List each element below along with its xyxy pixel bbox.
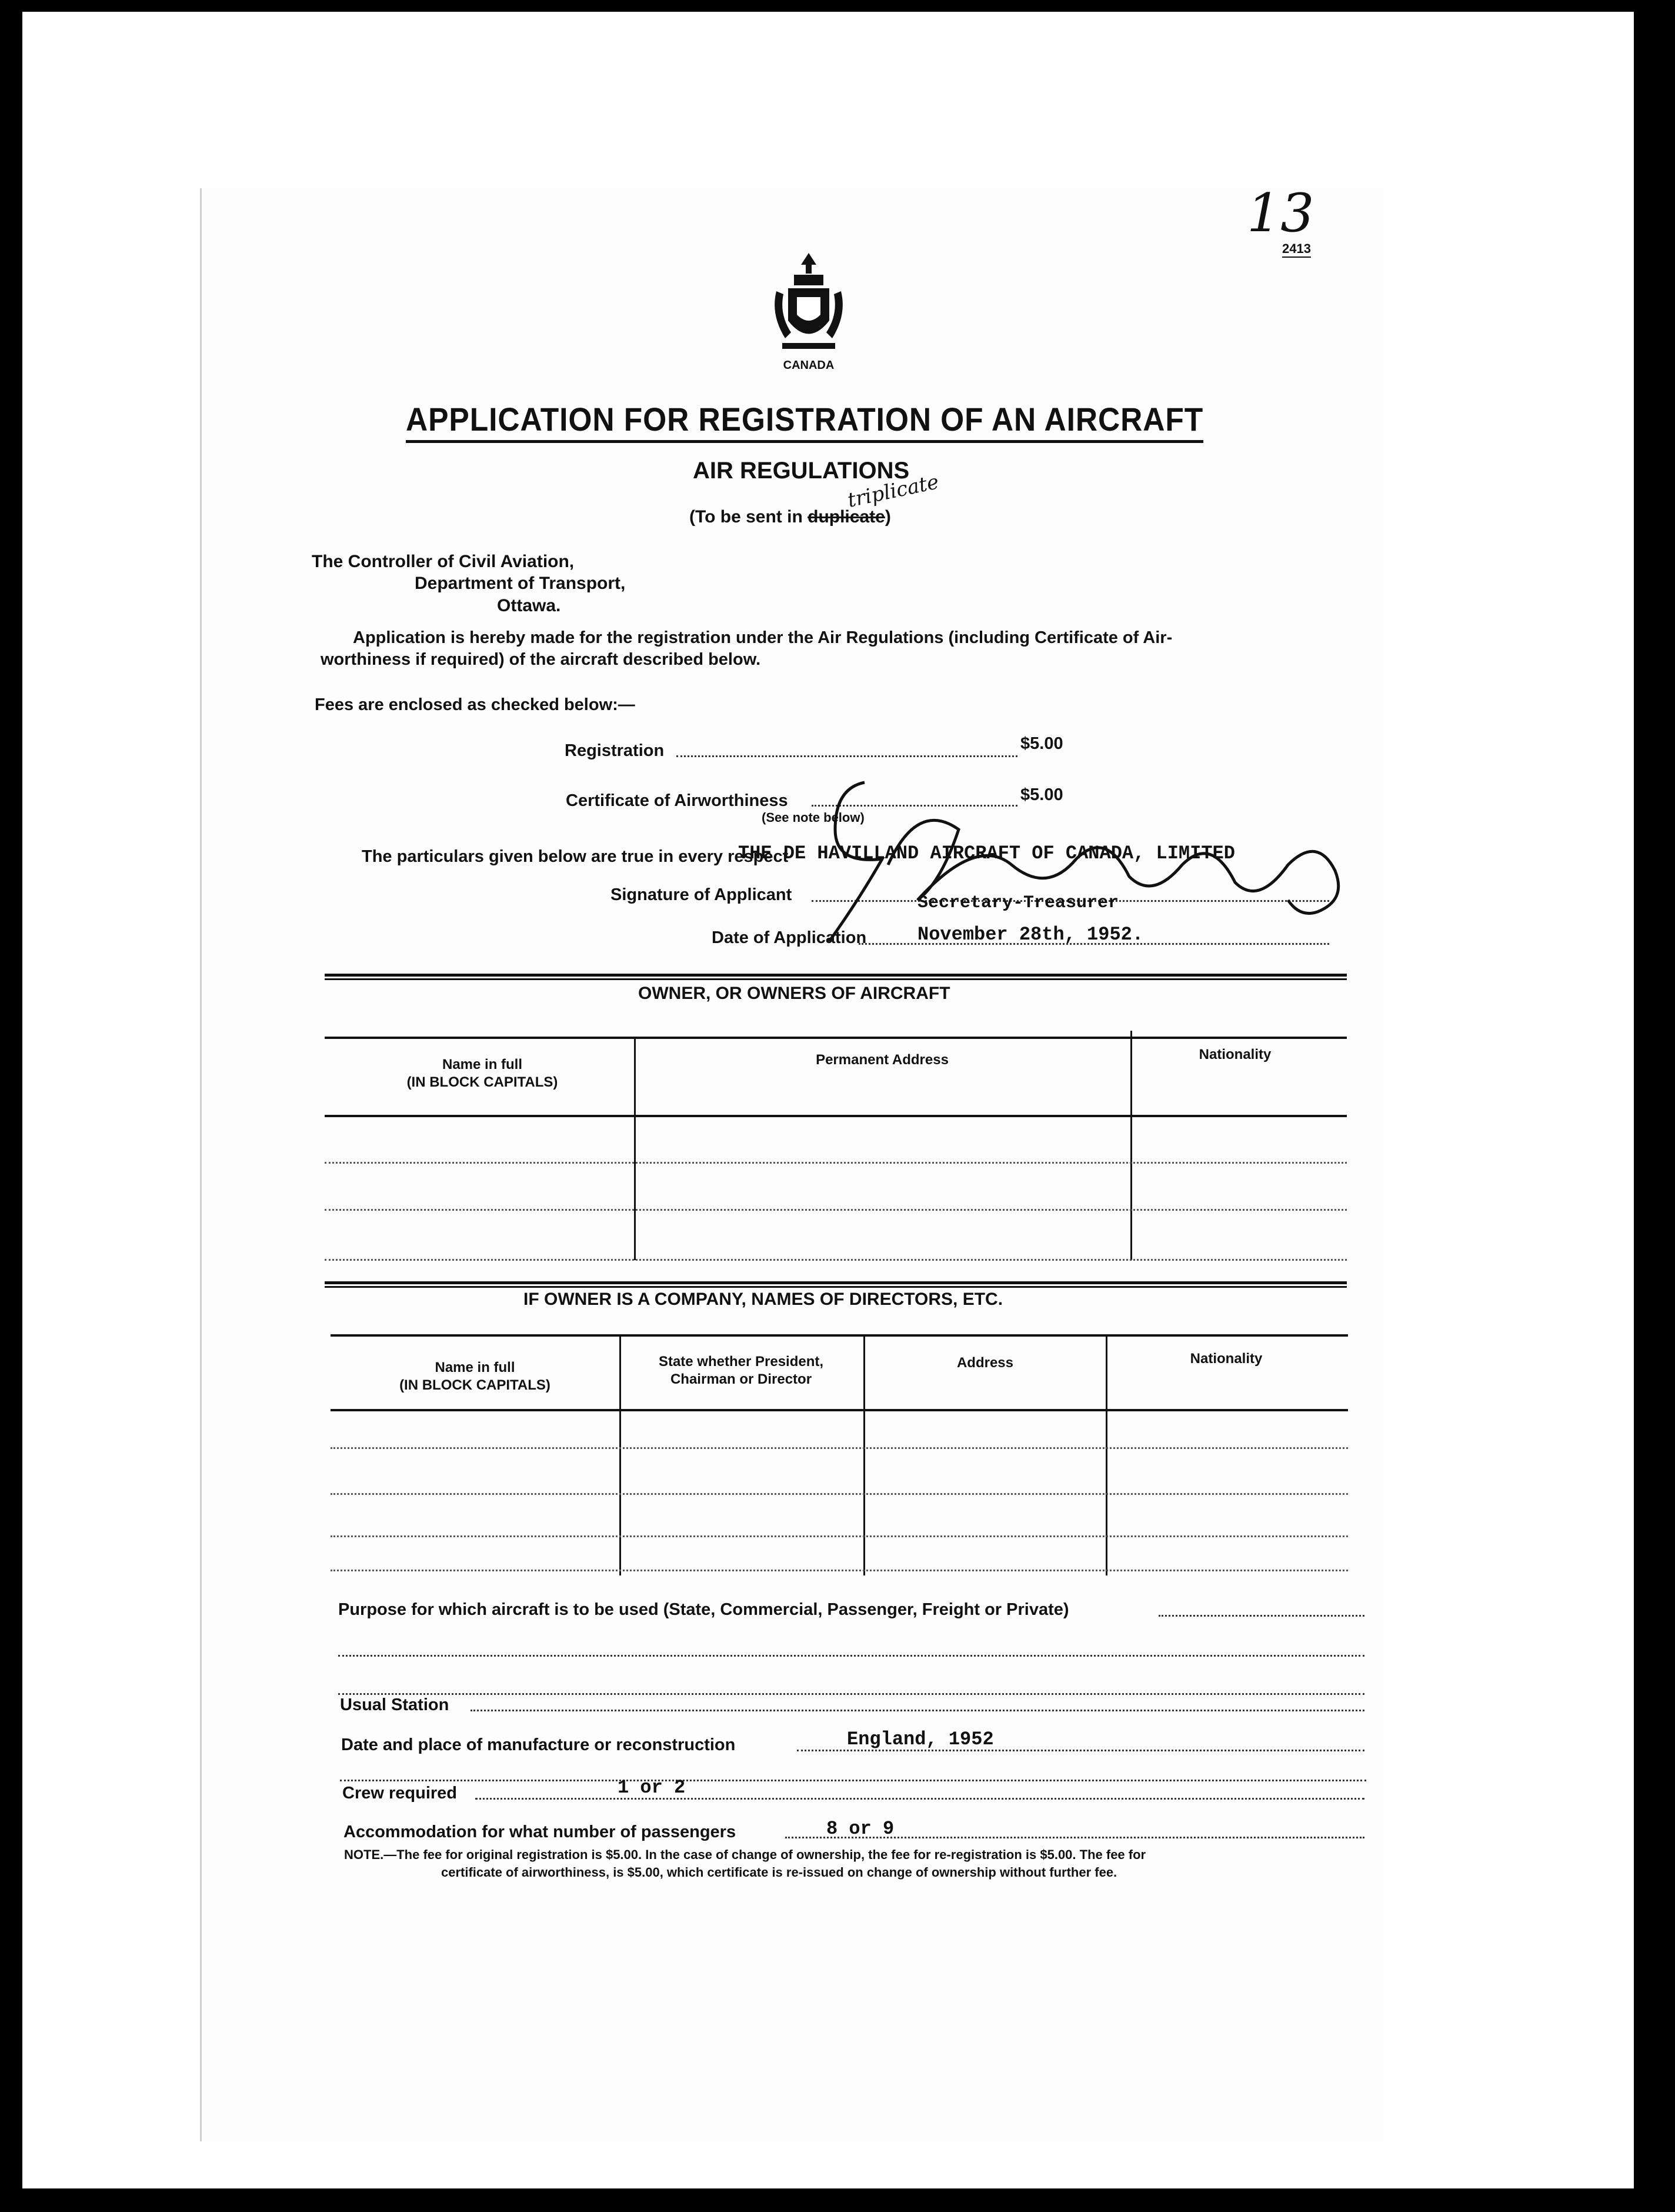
directors-header-rule <box>331 1334 1348 1337</box>
owners-divider-1 <box>634 1037 636 1260</box>
directors-row-line <box>331 1570 1348 1571</box>
form-subtitle: AIR REGULATIONS <box>693 458 910 484</box>
addressee-line-2: Department of Transport, <box>415 574 626 593</box>
directors-col-state <box>620 1353 862 1388</box>
owners-row-line <box>325 1259 1347 1261</box>
directors-heading: IF OWNER IS A COMPANY, NAMES OF DIRECTORS, ETC. <box>523 1290 1003 1309</box>
form-number: 2413 <box>1282 241 1311 258</box>
manufacture-label: Date and place of manufacture or reconstruction <box>341 1735 736 1754</box>
particulars-statement: The particulars given below are true in every respect <box>362 847 789 866</box>
footnote-line-2: certificate of airworthiness, is $5.00, which certificate is re-issued on change of ownership without further fee. <box>441 1865 1117 1880</box>
send-instruction <box>689 507 891 527</box>
crew-leader <box>475 1798 1364 1800</box>
canada-crest-icon <box>770 250 847 356</box>
purpose-label: Purpose for which aircraft is to be used (State, Commercial, Passenger, Freight or Private) <box>338 1600 1069 1619</box>
crew-value: 1 or 2 <box>618 1777 686 1798</box>
airworthiness-amount: $5.00 <box>1020 785 1063 804</box>
instruction-struck: duplicate <box>808 507 885 527</box>
page-number-handwritten: 13 <box>1247 182 1314 244</box>
directors-rule-top-1 <box>325 1281 1347 1284</box>
directors-col-nationality: Nationality <box>1190 1351 1263 1367</box>
airworthiness-note: (See note below) <box>762 810 865 825</box>
passengers-label: Accommodation for what number of passengers <box>343 1823 736 1841</box>
directors-subheader-rule <box>331 1409 1348 1411</box>
fees-intro: Fees are enclosed as checked below:— <box>315 695 635 714</box>
registration-leader <box>676 755 1017 757</box>
directors-row-line <box>331 1493 1348 1495</box>
purpose-line-2 <box>338 1655 1364 1657</box>
owners-col-name-line1: Name in full <box>442 1057 523 1072</box>
registration-amount: $5.00 <box>1020 734 1063 753</box>
directors-col-state-line1: State whether President, <box>658 1354 824 1370</box>
directors-col-name-line2: (IN BLOCK CAPITALS) <box>399 1377 550 1393</box>
station-leader <box>471 1710 1364 1711</box>
crest-label: CANADA <box>783 359 835 372</box>
addressee-line-3: Ottawa. <box>497 596 561 615</box>
instruction-prefix: (To be sent in <box>689 507 803 527</box>
purpose-leader <box>1159 1615 1364 1617</box>
directors-divider-1 <box>619 1334 621 1575</box>
passengers-value: 8 or 9 <box>826 1818 895 1840</box>
directors-divider-2 <box>863 1334 865 1575</box>
handwritten-correction: triplicate <box>845 470 941 512</box>
crew-label: Crew required <box>342 1784 457 1803</box>
company-name: THE DE HAVILLAND AIRCRAFT OF CANADA, LIMITED <box>738 842 1235 864</box>
directors-row-line <box>331 1535 1348 1537</box>
directors-row-line <box>331 1447 1348 1449</box>
directors-divider-3 <box>1106 1334 1107 1575</box>
owners-row-line <box>325 1209 1347 1211</box>
directors-col-name-line1: Name in full <box>435 1360 515 1375</box>
owners-divider-2 <box>1130 1031 1132 1260</box>
applicant-title: Secretary-Treasurer <box>917 893 1119 913</box>
intro-line-1: Application is hereby made for the registration under the Air Regulations (including Certificate of Air- <box>353 628 1173 647</box>
owners-subheader-rule <box>325 1115 1347 1117</box>
manufacture-value: England, 1952 <box>847 1728 994 1750</box>
owners-rule-top-2 <box>325 978 1347 980</box>
intro-line-2: worthiness if required) of the aircraft described below. <box>321 650 761 669</box>
registration-label: Registration <box>565 741 665 760</box>
owners-header-rule <box>325 1037 1347 1039</box>
owners-row-line <box>325 1162 1347 1164</box>
owners-col-nationality: Nationality <box>1199 1047 1272 1062</box>
airworthiness-label: Certificate of Airworthiness <box>566 791 788 810</box>
footnote-line-1: NOTE.—The fee for original registration is $5.00. In the case of change of ownership, the fee for re-registration is $5.00. The fee for <box>344 1847 1146 1862</box>
form-title: APPLICATION FOR REGISTRATION OF AN AIRCRAFT <box>406 399 1203 443</box>
date-label: Date of Application <box>712 928 867 947</box>
directors-rule-top-2 <box>325 1286 1347 1288</box>
signature-label: Signature of Applicant <box>610 885 792 904</box>
owners-col-address: Permanent Address <box>816 1052 949 1068</box>
purpose-line-3 <box>338 1693 1364 1695</box>
manufacture-line-2 <box>340 1780 1366 1781</box>
instruction-suffix: ) <box>885 507 891 527</box>
date-value: November 28th, 1952. <box>917 924 1144 945</box>
addressee-line-1: The Controller of Civil Aviation, <box>312 552 575 571</box>
owners-rule-top-1 <box>325 974 1347 977</box>
station-label: Usual Station <box>340 1695 449 1714</box>
directors-col-state-line2: Chairman or Director <box>670 1371 812 1387</box>
directors-col-address: Address <box>956 1355 1014 1371</box>
owners-heading: OWNER, OR OWNERS OF AIRCRAFT <box>638 984 950 1003</box>
owners-col-name-line2: (IN BLOCK CAPITALS) <box>406 1074 558 1090</box>
directors-col-name <box>332 1359 618 1394</box>
owners-col-name <box>329 1056 635 1091</box>
